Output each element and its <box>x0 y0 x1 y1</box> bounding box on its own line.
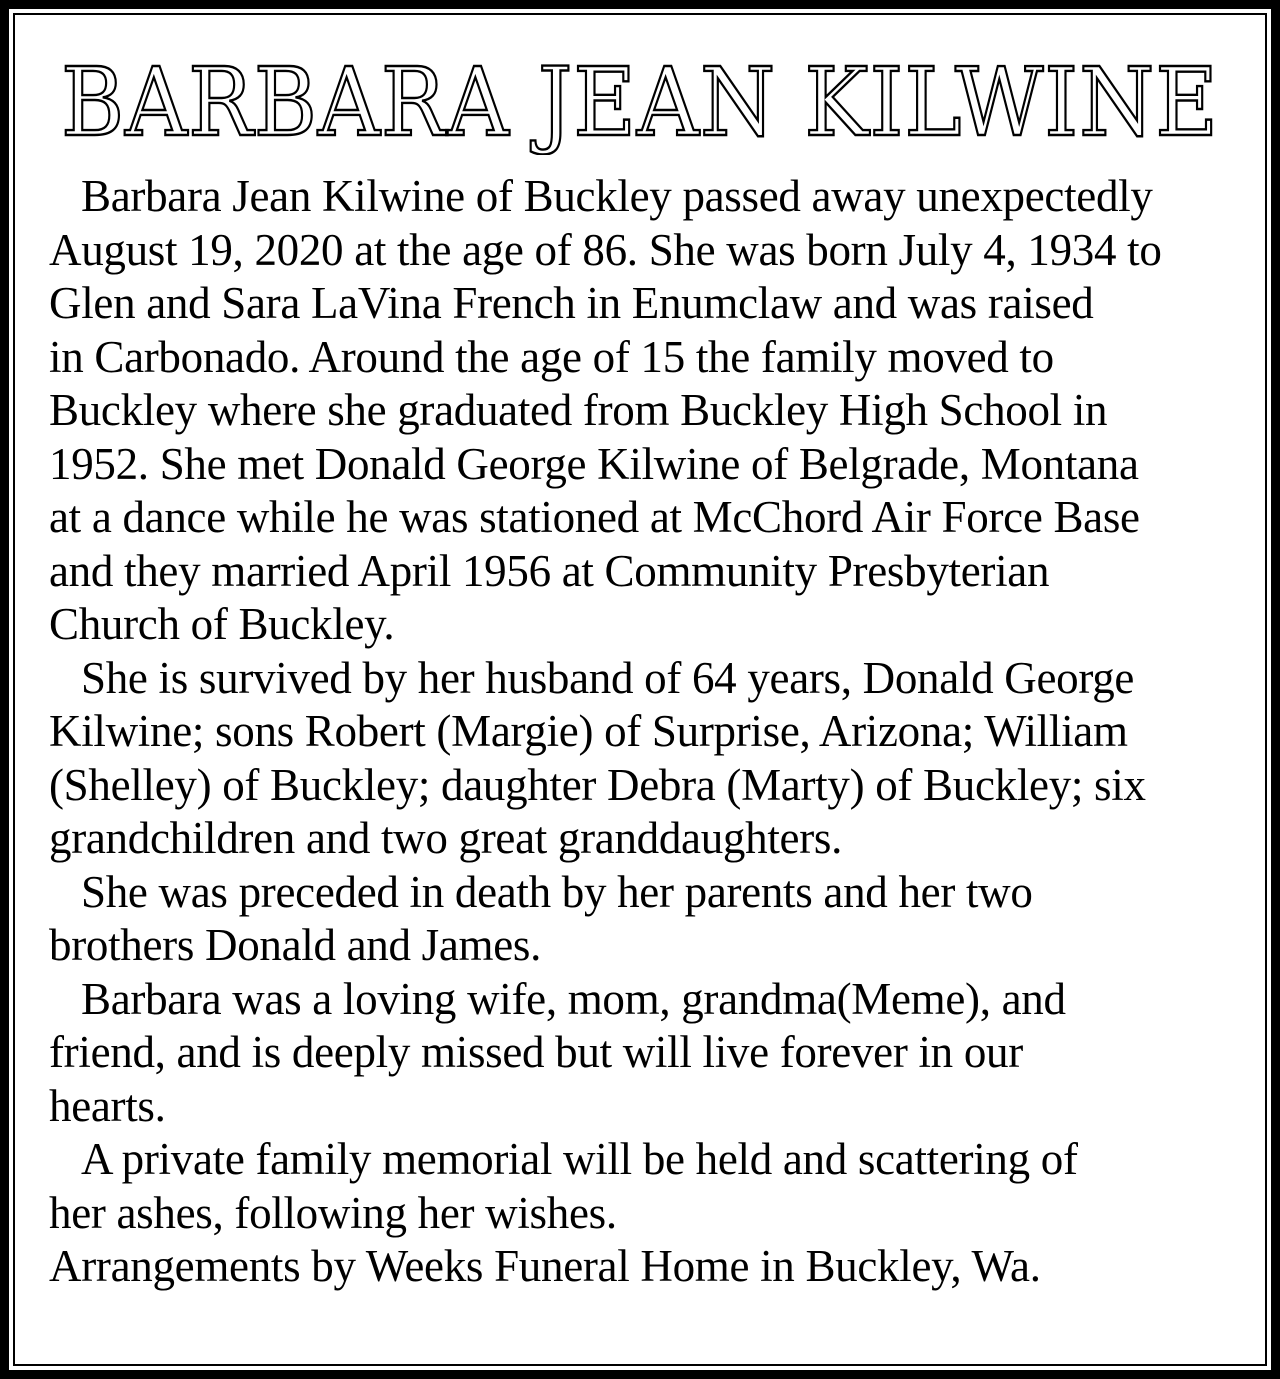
text-line: Church of Buckley. <box>49 599 395 649</box>
text-line: Buckley where she graduated from Buckley High School in <box>49 385 1108 435</box>
paragraph-memorial <box>49 1133 1231 1240</box>
paragraph-preceded-by <box>49 866 1231 973</box>
text-line: Barbara was a loving wife, mom, grandma(Meme), and <box>81 973 1066 1024</box>
text-line: friend, and is deeply missed but will live forever in our <box>49 1027 1023 1077</box>
text-line: Glen and Sara LaVina French in Enumclaw and was raised <box>49 278 1094 328</box>
text-line: at a dance while he was stationed at McChord Air Force Base <box>49 492 1140 542</box>
obituary-title: BARBARA JEAN KILWINE <box>61 51 1219 155</box>
text-line: brothers Donald and James. <box>49 920 542 970</box>
paragraph-life-summary <box>49 170 1231 652</box>
text-line: August 19, 2020 at the age of 86. She was born July 4, 1934 to <box>49 224 1162 275</box>
text-line: 1952. She met Donald George Kilwine of Belgrade, Montana <box>49 438 1139 489</box>
text-line: Barbara Jean Kilwine of Buckley passed away unexpectedly <box>81 171 1153 221</box>
paragraph-arrangements <box>49 1240 1231 1294</box>
text-line: Arrangements by Weeks Funeral Home in Buckley, Wa. <box>49 1241 1041 1291</box>
text-line: She was preceded in death by her parents and her two <box>81 866 1033 917</box>
text-line: She is survived by her husband of 64 years, Donald George <box>81 652 1135 703</box>
text-line: Kilwine; sons Robert (Margie) of Surprise, Arizona; William <box>49 706 1128 756</box>
text-line: A private family memorial will be held and scattering of <box>81 1134 1078 1184</box>
text-line: hearts. <box>49 1080 166 1131</box>
text-line: grandchildren and two great granddaughters. <box>49 813 843 863</box>
text-line: and they married April 1956 at Community Presbyterian <box>49 545 1050 596</box>
paragraph-tribute <box>49 973 1231 1134</box>
obituary-title-art <box>49 51 1231 155</box>
obituary-content <box>15 15 1265 1364</box>
obituary-body <box>49 170 1231 1294</box>
paragraph-survived-by <box>49 652 1231 866</box>
text-line: (Shelley) of Buckley; daughter Debra (Marty) of Buckley; six <box>49 759 1146 810</box>
text-line: in Carbonado. Around the age of 15 the family moved to <box>49 331 1054 382</box>
text-line: her ashes, following her wishes. <box>49 1187 617 1238</box>
